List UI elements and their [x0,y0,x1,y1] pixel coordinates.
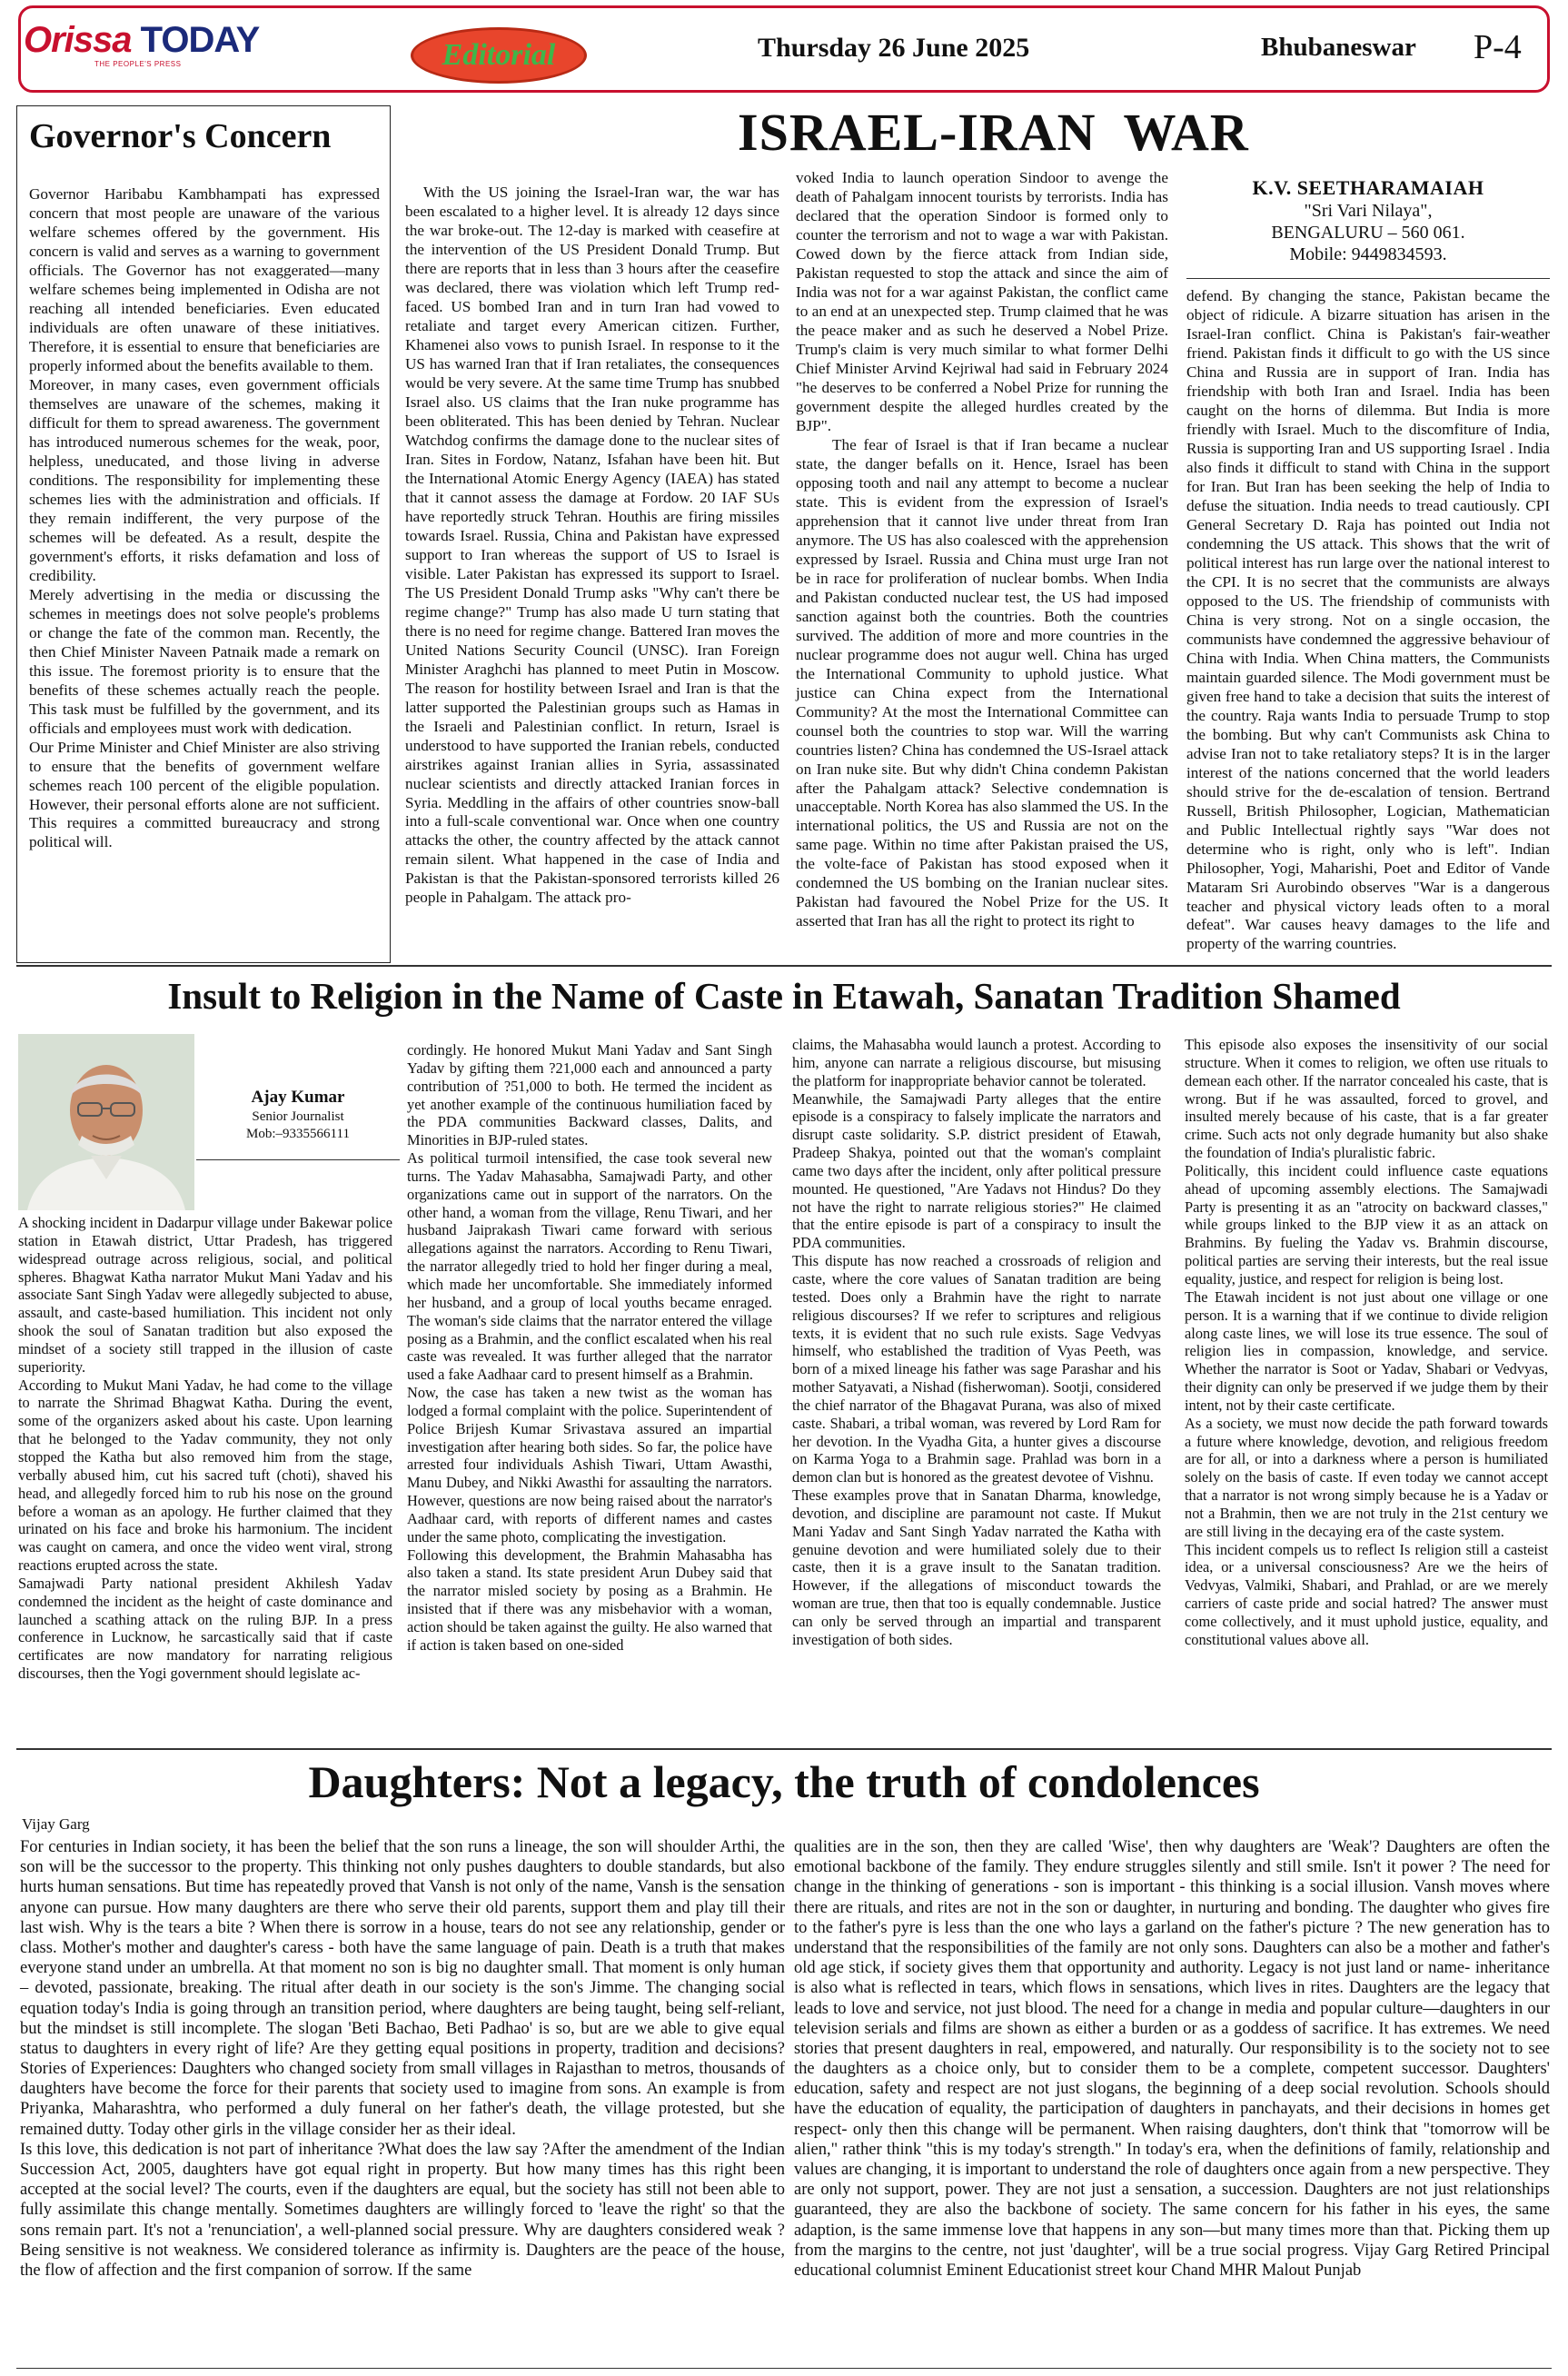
author-name: Ajay Kumar [251,1088,345,1107]
etawah-author-block [196,1087,400,1142]
divider [196,1159,400,1160]
paragraph: Merely advertising in the media or discussing the schemes in meetings does not solve people's problems or change the fate of the common man. Recently, the then Chief Minister Naveen Patnaik made a remark on this issue. The foremost priority is to ensure that the benefits of these schemes actually reach the people. This task must be fulfilled by the government, and its officials and employees must work with dedication. [29,585,380,737]
author-address: "Sri Vari Nilaya", [1304,201,1433,222]
paragraph: Moreover, in many cases, even government officials themselves are unaware of the schemes, making it difficult for them to spread awareness. The government has introduced numerous schemes for the weak, poor, helpless, uneducated, and those living in adverse conditions. The responsibility for implementing these schemes lies with the administration and officials. If they remain indifferent, the very purpose of the schemes will be defeated. As a result, despite the government's efforts, it risks defamation and loss of credibility. [29,375,380,584]
etawah-column-2 [407,1041,772,1655]
paragraph: Our Prime Minister and Chief Minister are also striving to ensure that the benefits of government welfare schemes reach 100 percent of the eligible population. However, their personal efforts alone are not sufficient. This requires a committed bureaucracy and strong political will. [29,738,380,851]
paragraph: voked India to launch operation Sindoor to avenge the death of Pahalgam innocent tourists by terrorists. India has declared that the operation Sindoor is formed only to counter the terrorism and not to wage a war with Pakistan. Cowed down by the fierce attack from Indian side, Pakistan requested to stop the attack and since the aim of India was not for a war against Pakistan, the conflict came to an end at an unexpected step. Trump claimed that he was the peace maker and as such he deserved a Nobel Prize. Trump's claim is very much similar to what former Delhi Chief Minister Arvind Kejriwal had said in February 2024 "he deserves to be conferred a Nobel Prize for running the government despite the alleged hurdles created by the BJP". [796,169,1168,434]
author-mobile: Mobile: 9449834593. [1289,244,1447,265]
israel-column-1 [405,184,779,908]
page-number: P-4 [1474,28,1522,66]
portrait-image [18,1034,194,1210]
etawah-column-3 [792,1036,1161,1649]
paragraph: The fear of Israel is that if Iran became a nuclear state, the danger befalls on it. Hence, Israel has been opposing tooth and nail any attempt to become a nuclear state. This is evident from the expression of Israel's apprehension that it cannot live under threat from Iran anymore. The US has also coalesced with the apprehension expressed by Israel. Russia and China must urge Iran not be in race for proliferation of nuclear bombs. When India and Pakistan conducted nuclear test, the US had imposed sanction against both the countries. Both the countries survived. The addition of more and more countries in the nuclear programme does not augur well. China has urged the International Community to uphold justice. What justice can China expect from the International Community? At the most the International Committee can counsel both the countries to stop war. Will the warring countries listen? China has condemned the US-Israel attack on Iran nuke site. But why didn't China condemn Pakistan after the Pahalgam attack? Selective condemnation is unacceptable. North Korea has also slammed the US. In the international politics, the US and Russia are not on the same page. Within no time after Pakistan praised the US, the volte-face of Pakistan has stood exposed when it condemned the US bombing on the Iranian nuclear sites. Pakistan had favoured the Nobel Prize for the US. It asserted that Iran has all the right to protect its right to [796,435,1168,930]
author-address: BENGALURU – 560 061. [1271,223,1465,244]
paragraph: With the US joining the Israel-Iran war, the war has been escalated to a higher level. It is already 12 days since the war broke-out. The 12-day is marked with ceasefire at the intervention of the US President Donald Trump. But there are reports that in less than 3 hours after the ceasefire was declared, there was violation which left Trump red-faced. US bombed Iran and in turn Iran had vowed to retaliate and target every American citizen. Further, Khamenei also vows to punish Israel. In response to it the US has warned Iran that if Iran retaliates, the consequences would be very severe. At the same time Trump has snubbed Israel also. US claims that the Iran nuke programme has been obliterated. This has been denied by Tehran. Nuclear Watchdog confirms the damage done to the nuclear sites of Iran. Sites in Fordow, Natanz, Isfahan have been hit. But the International Atomic Energy Agency (IAEA) has stated that it cannot assess the damage at Fordow. 20 IAF SUs have reportedly struck Tehran. Houthis are firing missiles towards Israel. Russia, China and Pakistan have expressed support to Iran whereas the support of US to Israel is visible. Later Pakistan has expressed its support to Israel. The US President Donald Trump asks "Why can't there be regime change?" Trump has also made U turn stating that there is no need for regime change. Battered Iran moves the United Nations Security Council (UNSC). Iran Foreign Minister Araghchi has planned to meet Putin in Moscow. The reason for hostility between Israel and Iran is that the latter supported the Palestinian groups such as Hamas in the Israeli and Palestinian conflict. In return, Israel is understood to have supported the Iranian rebels, conducted airstrikes against Iranian allies in Syria, assassinated nuclear scientists and directly attacked Iranian forces in Syria. Meddling in the affairs of other countries snow-ball into a full-scale conventional war. Once when one country attacks the other, the country affected by the attack cannot remain silent. What happened in the case of India and Pakistan is that the Pakistan-sponsored terrorists killed 26 people in Pahalgam. The attack pro- [405,184,779,907]
paragraph: Governor Haribabu Kambhampati has expressed concern that most people are unaware of the various welfare schemes offered by the government. His concern is valid and serves as a warning to government officials. The Governor has not exaggerated—many welfare schemes being implemented in Odisha are not reaching all intended beneficiaries. Even educated individuals are often unaware of these initiatives. Therefore, it is essential to ensure that beneficiaries are properly informed about the benefits available to them. [29,185,380,374]
paragraph: Meanwhile, the Samajwadi Party alleges that the entire episode is a conspiracy to falsely implicate the narrators and disrupt caste solidarity. S.P. district president of Etawah, Pradeep Shakya, pointed out that the woman's complaint came two days after the incident, only after political pressure mounted. He questioned, "Are Yadavs not Hindus? Do they not have the right to narrate religious stories?" He claimed that the entire episode is part of a conspiracy to insult the PDA communities. [792,1089,1161,1252]
paragraph: Samajwadi Party national president Akhilesh Yadav condemned the incident as the height of caste dominance and launched a scathing attack on the ruling BJP. In a press conference in Lucknow, he sarcastically said that if caste certificates are now mandatory for narrating religious discourses, then the Yogi government should legislate ac- [18,1574,392,1683]
paragraph: Following this development, the Brahmin Mahasabha has also taken a stand. Its state president Arun Dubey said that the narrator misled society by posing as a Brahmin. He insisted that if there was any misbehavior with a woman, action should be taken against the guilty. He also warned that if action is taken based on one-sided [407,1546,772,1654]
logo-accent: TODAY [140,20,260,60]
israel-author-block [1186,176,1550,265]
paragraph: The Etawah incident is not just about one village or one person. It is a warning that if we continue to divide religion along caste lines, we will lose its true essence. The soul of religion lies in compassion, knowledge, and service. Whether the narrator is Soot or Yadav, Shabari or Vedvyas, their dignity can only be preserved if we judge them by their intent, not by their caste certificate. [1185,1287,1548,1414]
divider [1186,278,1550,279]
daughters-column-2 [794,1837,1550,2281]
governor-headline: Governor's Concern [29,117,332,155]
page-bottom-rule [16,2368,1552,2369]
paragraph: For centuries in Indian society, it has been the belief that the son runs a lineage, the son will shoulder Arthi, the son will be the successor to the property. This thinking not only pushes daughters to double standards, but also hurts human sensations. But time has repeatedly proved that Vansh is not only of the name, Vansh is the sensation anyone can pursue. How many daughters are there who serve their old parents, support them and play till their last wish. Why is the tears a bite ? When there is sorrow in a house, tears do not see any relationship, gender or class. Mother's mother and daughter's caress - both have the same language of pain. Death is a truth that makes everyone stand under an umbrella. At that moment no son is big no daughter small. That moment is only human – devoted, passionate, breaking. The ritual after death in our society is the son's Jimme. The changing social equation today's India is going through an transition period, where daughters are being taught, being self-reliant, but the mindset is still incomplete. The slogan 'Beti Bachao, Beti Padhao' is so, but are we able to give equal status to daughters in every right of life? Are they getting equal positions in property, tradition and decisions? Stories of Experiences: Daughters who changed society from small villages in Rajasthan to metros, thousands of daughters have become the force for their parents that society used to imagine from sons. An example is from Priyanka, Maharashtra, who performed a duly funeral on her father's death, the village protested, but she remained dutty. Today other girls in the village consider her as their ideal. [20,1838,785,2139]
logo-tagline: THE PEOPLE'S PRESS [94,60,182,68]
edition-city: Bhubaneswar [1261,33,1416,62]
israel-column-3 [1186,287,1550,954]
paragraph: As political turmoil intensified, the case took several new turns. The Yadav Mahasabha, Samajwadi Party, and other organizations came out in support of the narrators. On the other hand, a woman from the village, Renu Tiwari, and her husband Jaiprakash Tiwari came forward with serious allegations against the narrators. According to Renu Tiwari, the narrator allegedly tried to hold her finger during a meal, which made her uncomfortable. She immediately informed her husband, and a group of local youths became enraged. The woman's side claims that the narrator entered the village posing as a Brahmin, and the conflict escalated when his real caste was revealed. It was further alleged that the narrator used a fake Aadhaar card to present himself as a Brahmin. [407,1149,772,1384]
israel-column-2 [796,169,1168,931]
paragraph: This dispute has now reached a crossroads of religion and caste, where the core values of Sanatan tradition are being tested. Does only a Brahmin have the right to narrate religious discourses? If we refer to scriptures and religious texts, it is evident that no such rule exists. Sage Vedvyas himself, who established the tradition of Vyas Peeth, was born of a mixed lineage his father was sage Parashar and his mother Satyavati, a Nishad (fisherwoman). Sootji, considered the chief narrator of the Bhagavat Purana, was also of mixed caste. Shabari, a tribal woman, was revered by Lord Ram for her devotion. In the Vyadha Gita, a hunter gives a discourse on Karma Yoga to a Brahmin sage. Prahlad was born in a demon clan but is honored as the greatest devotee of Vishnu. [792,1252,1161,1486]
paragraph: A shocking incident in Dadarpur village under Bakewar police station in Etawah district, Uttar Pradesh, has triggered widespread outrage across religious, social, and political spheres. Bhagwat Katha narrator Mukut Mani Yadav and his associate Sant Singh Yadav were allegedly subjected to abuse, assault, and caste-based humiliation. This incident not only shook the soul of Sanatan tradition but also exposed the mindset of a society still trapped in the illusion of caste superiority. [18,1214,392,1376]
paragraph: These examples prove that in Sanatan Dharma, knowledge, devotion, and discipline are paramount not caste. If Mukut Mani Yadav and Sant Singh Yadav narrated the Katha with genuine devotion and were humiliated solely due to their caste, then it is a grave insult to the Sanatan tradition. However, if the allegations of misconduct towards the woman are true, then that too is equally condemnable. Justice can only be served through an impartial and transparent investigation of both sides. [792,1486,1161,1648]
daughters-author: Vijay Garg [22,1815,90,1833]
author-mobile: Mob:–9335566111 [246,1126,350,1141]
section-divider [16,1748,1552,1750]
logo-main: Orissa [24,20,132,60]
paragraph: qualities are in the son, then they are called 'Wise', then why daughters are 'Weak'? Daughters are often the emotional backbone of the family. They endure struggles silently and still smile. Isn't it power ? The need for change in the thinking of generations - son is important - this thinking is a social illusion. Vansh moves where there are rituals, and rites are not in the son or daughter, in nurturing and bonding. The daughter who gives fire to the father's pyre is less than the one who lays a garland on the father's picture ? The new generation has to understand that the responsibilities of the family are not only sons. Daughters can also be a mother and father's old age stick, if society gives them that opportunity and authority. Legacy is not just land or name- inheritance is also what is reflected in tears, which flows in sensations, which lives in rites. Daughters are the legacy that leads to love and service, not just blood. The need for a change in media and popular culture—daughters in our television serials and films are shown as either a burden or as a goddess of sacrifice. It has extremes. We need stories that present daughters in real, empowered, and naturally. Our responsibility is to the society not to see the daughters as a choice only, but to consider them to be a complete, competent successor. Daughters' education, safety and respect are not just slogans, the beginning of a deep social revolution. Schools should have the education of equality, the participation of daughters in panchayats, and their decisions in homes get respect- only then this change will be permanent. When raising daughters, don't think that "tomorrow will be alien," rather think "this is my today's strength." In today's era, when the definitions of family, relationship and values are changing, it is important to understand the role of daughters once again from a new perspective. They are only not support, power. They are not just a sensation, a succession. Daughters are not just relationships guaranteed, they are also the backbone of society. The same concern for his father in his eyes, the same adaption, is the same immense love that happens in any son—but many times more than that. Picking them up from the margins to the centre, not just 'daughter', will be a true social progress. Vijay Garg Retired Principal educational columnist Eminent Educationist street kour Chand MHR Malout Punjab [794,1838,1550,2280]
daughters-headline: Daughters: Not a legacy, the truth of condolences [308,1756,1260,1807]
daughters-column-1 [20,1837,785,2281]
paragraph: Now, the case has taken a new twist as the woman has lodged a formal complaint with the police. Superintendent of Police Brijesh Kumar Srivastava assured an impartial investigation after hearing both sides. So far, the police have arrested four individuals Ashish Tiwari, Uttam Awasthi, Manu Dubey, and Nikki Awasthi for assaulting the narrators. However, questions are now being raised about the narrator's Aadhaar card, with reports of different names and castes under the same photo, complicating the investigation. [407,1384,772,1546]
section-divider [16,965,1552,967]
issue-date: Thursday 26 June 2025 [758,33,1030,63]
section-badge-label: Editorial [442,38,556,72]
author-role: Senior Journalist [252,1108,344,1124]
section-badge [411,27,587,84]
governor-article-body [29,185,380,852]
author-name: K.V. SEETHARAMAIAH [1252,176,1484,199]
paragraph: Politically, this incident could influence caste equations ahead of upcoming assembly elections. The Samajwadi Party is presenting it as an "atrocity on backward classes," while groups linked to the BJP view it as an attack on Brahmins. By fueling the Yadav vs. Brahmin discourse, political parties are serving their interests, but the real issue equality, justice, and respect for religion is being lost. [1185,1161,1548,1287]
paragraph: Is this love, this dedication is not part of inheritance ?What does the law say ?After the amendment of the Indian Succession Act, 2005, daughters have got equal right in property. But how many times has this right been accepted at the social level? The courts, even if the daughters are equal, but the society has still not been able to fully assimilate this change mentally. Sometimes daughters are willingly forced to 'leave the right' so that the sons remain part. It's not a 'renunciation', a well-planned social pressure. Why are daughters considered weak ? Being sensitive is not weakness. We considered tolerance as infirmity is. Daughters are the peace of the house, the flow of affection and the first companion of sorrow. If the same [20,2140,785,2280]
paragraph: As a society, we must now decide the path forward towards a future where knowledge, devotion, and religious freedom are for all, or into a darkness where a person is humiliated solely on the basis of caste. If even today we cannot accept that a narrator is not wrong simply because he is a Yadav or not a Brahmin, then we are not truly in the 21st century we are still living in the decaying era of the caste system. [1185,1414,1548,1540]
paragraph: claims, the Mahasabha would launch a protest. According to him, anyone can narrate a religious discourse, but misusing the platform for inappropriate behavior cannot be tolerated. [792,1036,1161,1089]
newspaper-logo [24,20,259,61]
paragraph: This incident compels us to reflect Is religion still a casteist idea, or a universal consciousness? Are we the heirs of Vedvyas, Valmiki, Shabari, and Prahlad, or are we merely carriers of caste pride and social hatred? The answer must come collectively, and it must uphold justice, equality, and constitutional values above all. [1185,1540,1548,1648]
paragraph: According to Mukut Mani Yadav, he had come to the village to narrate the Shrimad Bhagwat Katha. During the event, some of the organizers asked about his caste. Upon learning that he belonged to the Yadav community, they not only stopped the Katha but also removed him from the stage, verbally abused him, cut his sacred tuft (choti), shaved his head, and allegedly forced him to rub his nose on the ground before a woman as an apology. He further claimed that they urinated on his face and broke his harmonium. The incident was caught on camera, and once the video went viral, strong reactions erupted across the state. [18,1376,392,1575]
paragraph: This episode also exposes the insensitivity of our social structure. When it comes to religion, we often use rituals to demean each other. If the narrator concealed his caste, that is wrong. But if he was assaulted, forced to grovel, and insulted merely because of his caste, that is a far greater crime. Such acts not only degrade humanity but also shake the foundation of India's pluralistic fabric. [1185,1036,1548,1162]
paragraph: defend. By changing the stance, Pakistan became the object of ridicule. A bizarre situation has arisen in the Israel-Iran conflict. China is Pakistan's fair-weather friend. Pakistan finds it difficult to go with the US since China and Russia are in support of Iran. India has friendship with both Iran and Israel. India has been caught on the horns of dilemma. But India is more friendly with Israel. Much to the discomfiture of India, Russia is supporting Iran and US supporting Israel . India also finds it difficult to stand with China in the support for Iran. But Iran has been seeking the help of India to defuse the situation. India needs to tread cautiously. CPI General Secretary D. Raja has pointed out India not condemning the US attack. This shows that the writ of political interest has run large over the national interest to the CPI. It is no secret that the communists are always opposed to the US. The friendship of communists with China is very strong. Not on a single occasion, the communists have condemned the aggressive behaviour of China with India. When China matters, the Communists maintain guarded silence. The Modi government must be given free hand to take a decision that suits the interest of the country. Raja wants India to persuade Trump to stop the bombing. But why can't Communists ask China to advise Iran not to take retaliatory steps? It is in the larger interest of the nations concerned that the world leaders should strive for the de-escalation of tension. Bertrand Russell, British Philosopher, Logician, Mathematician and Public Intellectual rightly says "War does not determine who is right, only who is left". Indian Philosopher, Yogi, Maharishi, Poet and Editor of Vande Mataram Sri Aurobindo observes "War is a dangerous teacher and physical victory leads often to a moral defeat". War causes heavy damages to the life and property of the warring countries. [1186,287,1550,953]
israel-iran-headline: ISRAEL-IRAN WAR [738,103,1249,162]
etawah-column-4 [1185,1036,1548,1649]
paragraph: cordingly. He honored Mukut Mani Yadav and Sant Singh Yadav by gifting them ?21,000 each and announced a party contribution of ?51,000 to both. He termed the incident as yet another example of the continuous humiliation faced by the PDA communities Backward classes, Dalits, and Minorities in BJP-ruled states. [407,1041,772,1149]
etawah-headline: Insult to Religion in the Name of Caste in Etawah, Sanatan Tradition Shamed [167,975,1401,1017]
author-photo [18,1034,194,1210]
etawah-column-1 [18,1214,392,1683]
